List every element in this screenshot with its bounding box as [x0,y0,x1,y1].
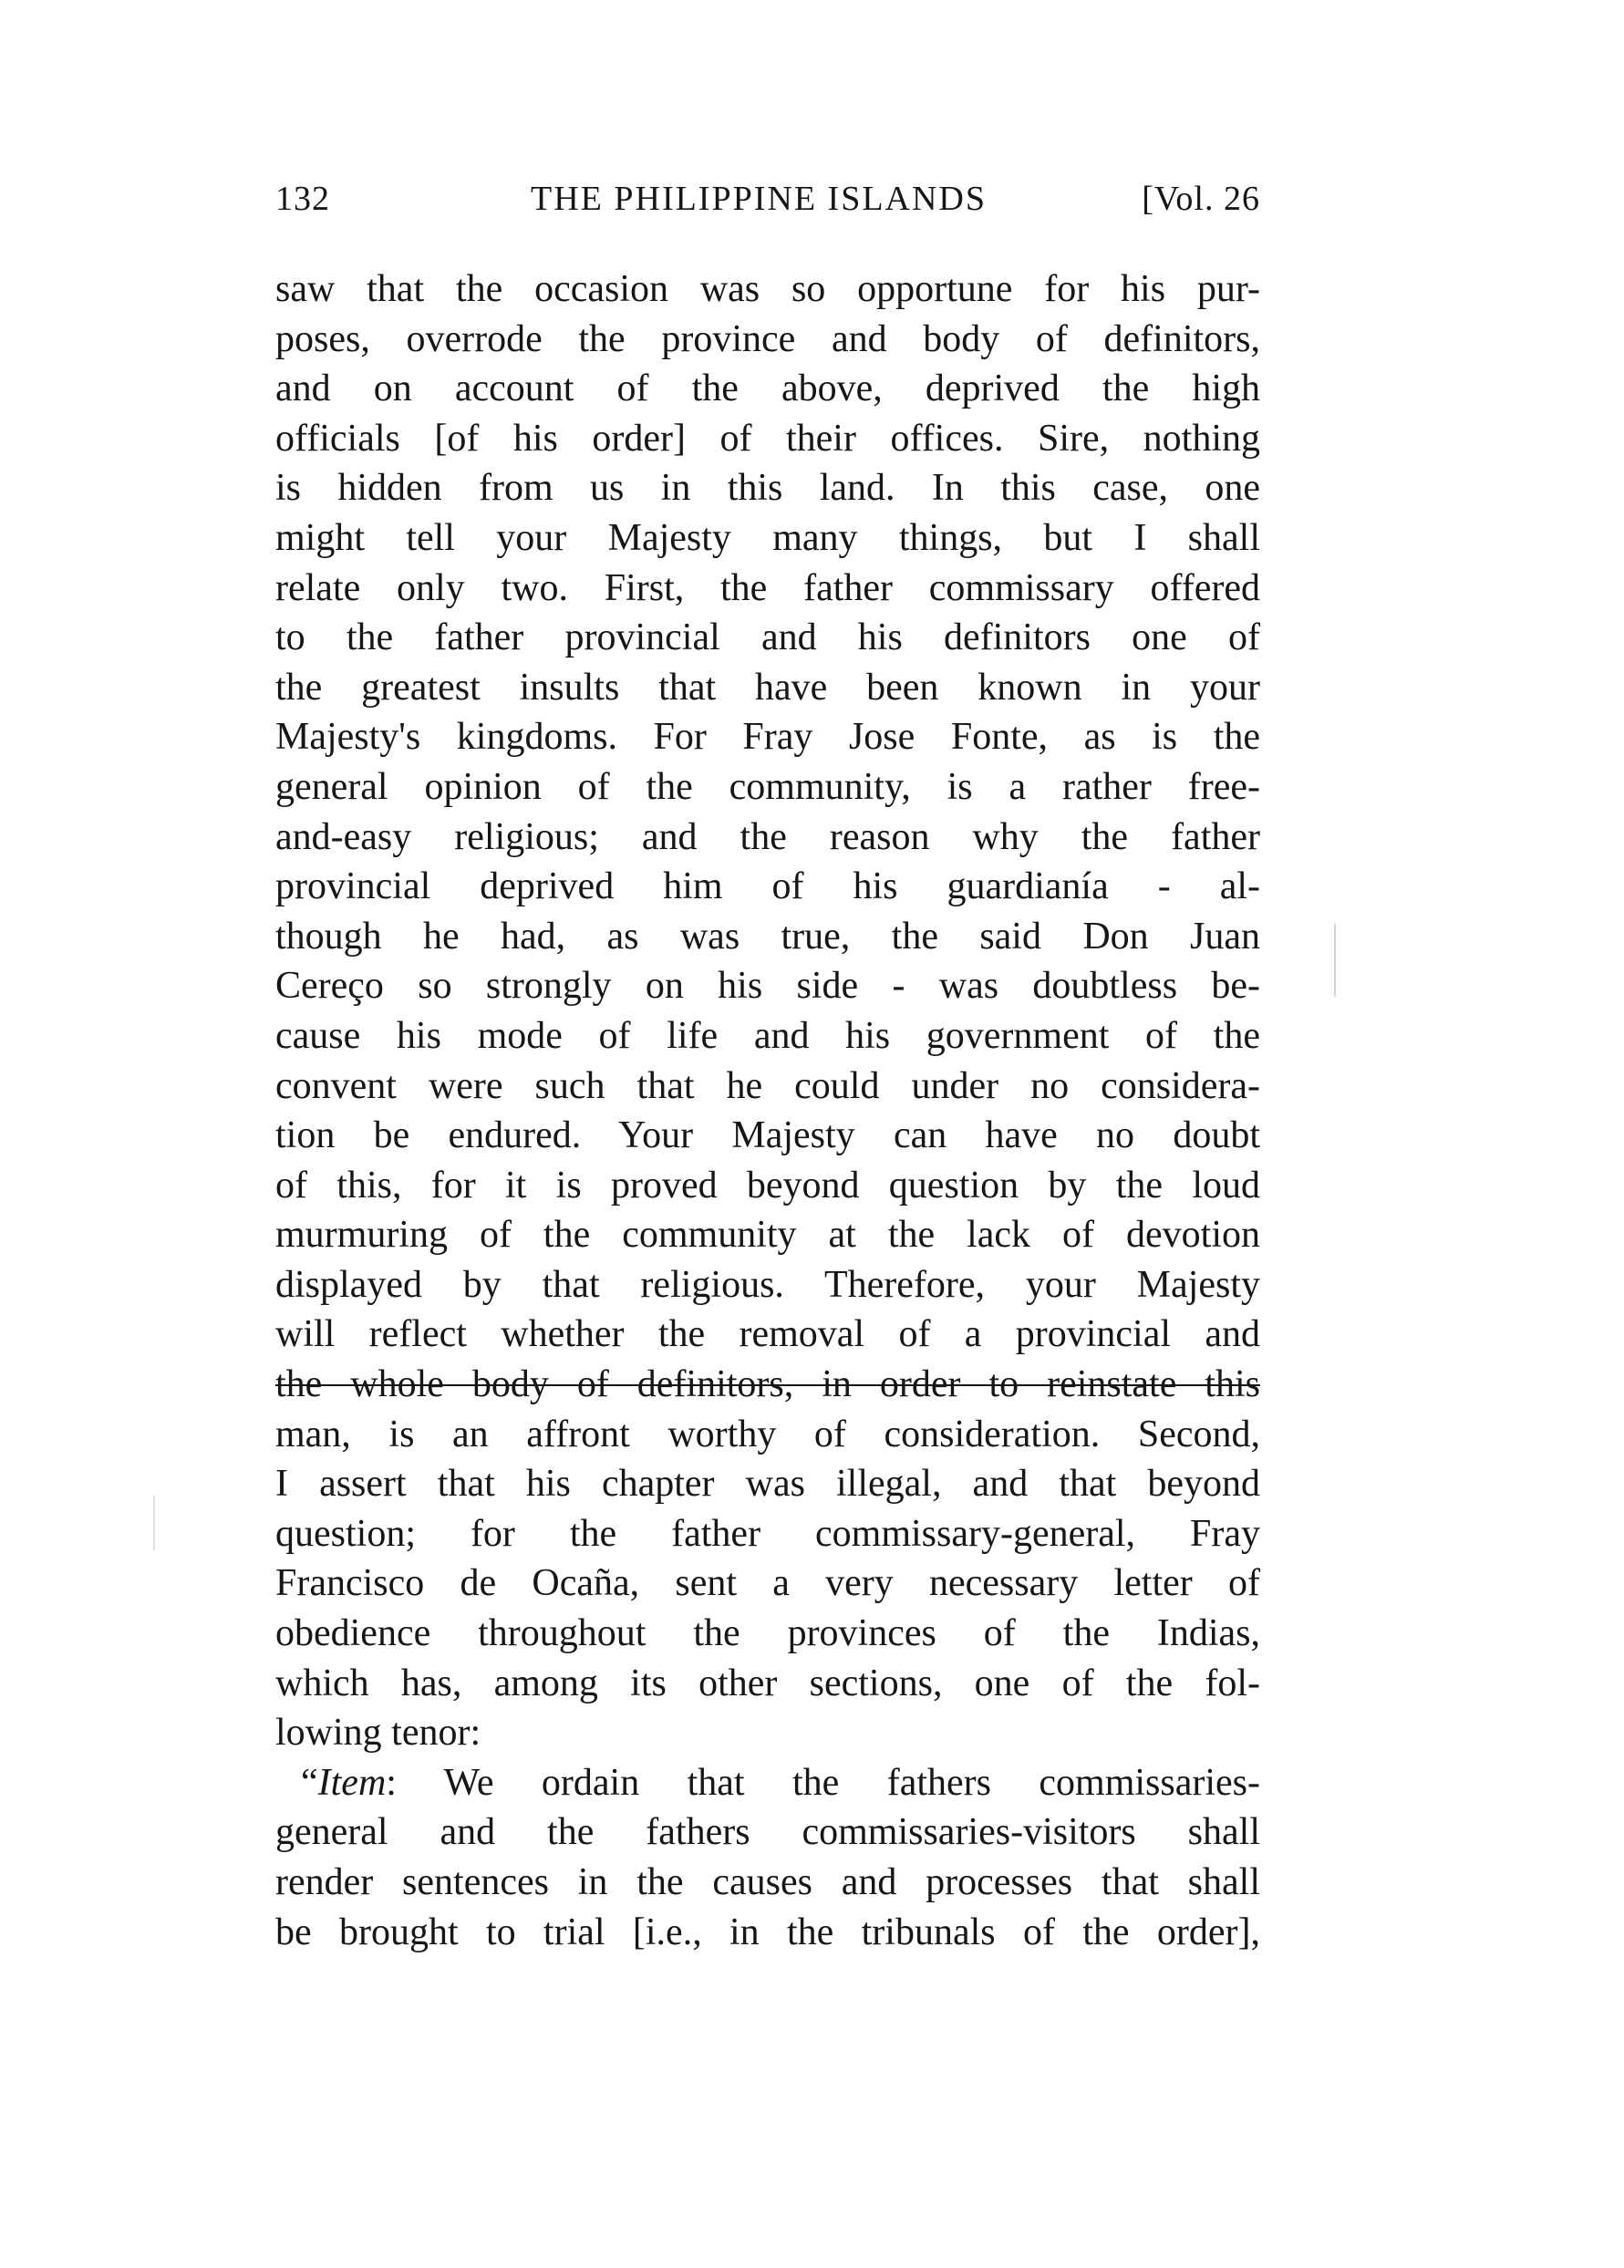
quote-line: general and the fathers commissaries-visitors shall [275,1811,1260,1854]
struck-text: the whole body of definitors, in order to reinstate this [275,1363,1260,1406]
item-word: Item [317,1761,387,1804]
text-line: I assert that his chapter was illegal, and that beyond [275,1463,1260,1506]
text-line-struck [275,1360,1260,1410]
text-line: might tell your Majesty many things, but I shall [275,516,1260,559]
running-title: THE PHILIPPINE ISLANDS [531,180,987,218]
text-line: to the father provincial and his definitors one of [275,616,1260,659]
margin-mark [1334,924,1336,997]
text-line: obedience throughout the provinces of the Indias, [275,1612,1260,1655]
text-line: which has, among its other sections, one of the fol- [275,1662,1260,1704]
text-line: officials [of his order] of their offices. Sire, nothing [275,417,1260,460]
text-line: though he had, as was true, the said Don Juan [275,915,1260,958]
text-line: and on account of the above, deprived the high [275,368,1260,410]
text-line: and-easy religious; and the reason why the father [275,815,1260,858]
text-line: the greatest insults that have been known in your [275,666,1260,709]
text-line: murmuring of the community at the lack of devotion [275,1214,1260,1257]
text-line: tion be endured. Your Majesty can have no doubt [275,1114,1260,1157]
text-line: Cereço so strongly on his side - was doubtless be- [275,965,1260,1008]
text-line: provincial deprived him of his guardianía - al- [275,865,1260,908]
text-line: man, is an affront worthy of consideration. Second, [275,1413,1260,1455]
body-text [275,264,1260,1957]
text-line: is hidden from us in this land. In this case, one [275,467,1260,510]
text-line: general opinion of the community, is a rather free- [275,765,1260,808]
quote-open-mark: “ [301,1761,318,1804]
margin-mark [153,1496,155,1550]
text-line: convent were such that he could under no considera- [275,1064,1260,1107]
text-line: will reflect whether the removal of a provincial and [275,1313,1260,1356]
quote-line: be brought to trial [i.e., in the tribunals of the order], [275,1911,1260,1953]
text-line: poses, overrode the province and body of definitors, [275,317,1260,360]
text-line: cause his mode of life and his government of the [275,1014,1260,1057]
text-line: Majesty's kingdoms. For Fray Jose Fonte, as is the [275,716,1260,759]
text-line: question; for the father commissary-general, Fray [275,1512,1260,1555]
text-line: lowing tenor: [275,1712,481,1755]
text-line: saw that the occasion was so opportune for his pur- [275,268,1260,310]
page-number: 132 [275,180,330,218]
quote-first-line [275,1758,1260,1808]
running-head [275,179,1260,230]
volume-label: [Vol. 26 [1142,180,1260,218]
text-line: of this, for it is proved beyond question by the loud [275,1164,1260,1206]
quote-first-line-rest: : We ordain that the fathers commissaries- [386,1761,1260,1804]
text-line: Francisco de Ocaña, sent a very necessary letter of [275,1562,1260,1605]
text-line: displayed by that religious. Therefore, your Majesty [275,1263,1260,1306]
text-line: relate only two. First, the father commissary offered [275,566,1260,609]
quote-line: render sentences in the causes and processes that shall [275,1861,1260,1903]
